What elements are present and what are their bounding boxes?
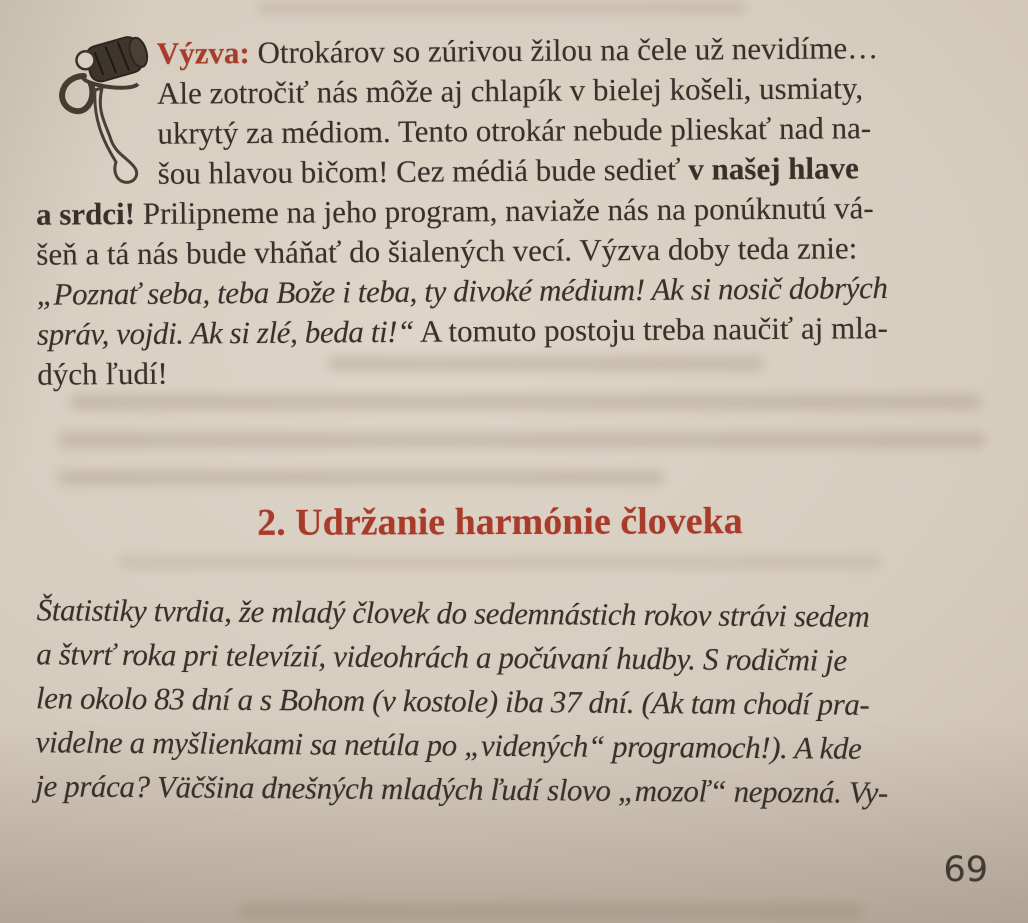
- text-segment: Prilipneme na jeho program, naviaže nás na ponúknutú vá-: [134, 190, 874, 231]
- text-line: videlne a myšlienkami sa netúla po „videných“ programoch!). A kde: [35, 724, 862, 766]
- bleed-through-text: [58, 470, 664, 485]
- text-segment: šou hlavou bičom! Cez médiá bude sedieť: [157, 151, 689, 191]
- text-line: [37, 347, 993, 395]
- text-segment: Ale zotročiť nás môže aj chlapík v bielej košeli, usmiaty,: [156, 70, 864, 111]
- text-segment: šeň a tá nás bude vháňať do šialených vecí. Výzva doby teda znie:: [36, 230, 858, 272]
- text-segment: A tomuto postoju treba naučiť aj mla-: [413, 310, 888, 349]
- text-line: je práca? Väčšina dnešných mladých ľudí slovo „mozoľ“ nepozná. Vy-: [35, 768, 889, 810]
- text-segment: a srdci!: [35, 195, 136, 232]
- bleed-through-text: [258, 2, 746, 14]
- text-segment: správ, vojdi. Ak si zlé, beda ti!“: [36, 313, 415, 352]
- bleed-through-text: [118, 556, 882, 569]
- text-line: len okolo 83 dní a s Bohom (v kostole) iba 37 dní. (Ak tam chodí pra-: [35, 680, 870, 722]
- text-segment: Otrokárov so zúrivou žilou na čele už nevidíme…: [249, 30, 879, 71]
- text-segment: ukrytý za médiom. Tento otrokár nebude plieskať nad na-: [157, 110, 872, 151]
- page-number: 69: [943, 850, 988, 890]
- text-segment: „Poznať seba, teba Bože i teba, ty divoké médium! Ak si nosič dobrých: [36, 270, 888, 312]
- section-heading: 2. Udržanie harmónie človeka: [257, 500, 743, 544]
- intro-paragraph: [35, 27, 994, 394]
- bleed-through-text: [70, 394, 982, 410]
- bleed-through-text: [238, 903, 862, 919]
- text-line: a štvrť roka pri televízií, videohrách a počúvaní hudby. S rodičmi je: [36, 636, 847, 678]
- text-segment: v našej hlave: [688, 150, 859, 187]
- text-segment: dých ľudí!: [37, 355, 168, 392]
- bleed-through-text: [58, 432, 986, 448]
- text-segment: Výzva:: [156, 35, 250, 71]
- text-line: [37, 307, 993, 355]
- stats-paragraph: [35, 588, 993, 816]
- text-line: Štatistiky tvrdia, že mladý človek do sedemnástich rokov strávi sedem: [36, 592, 870, 634]
